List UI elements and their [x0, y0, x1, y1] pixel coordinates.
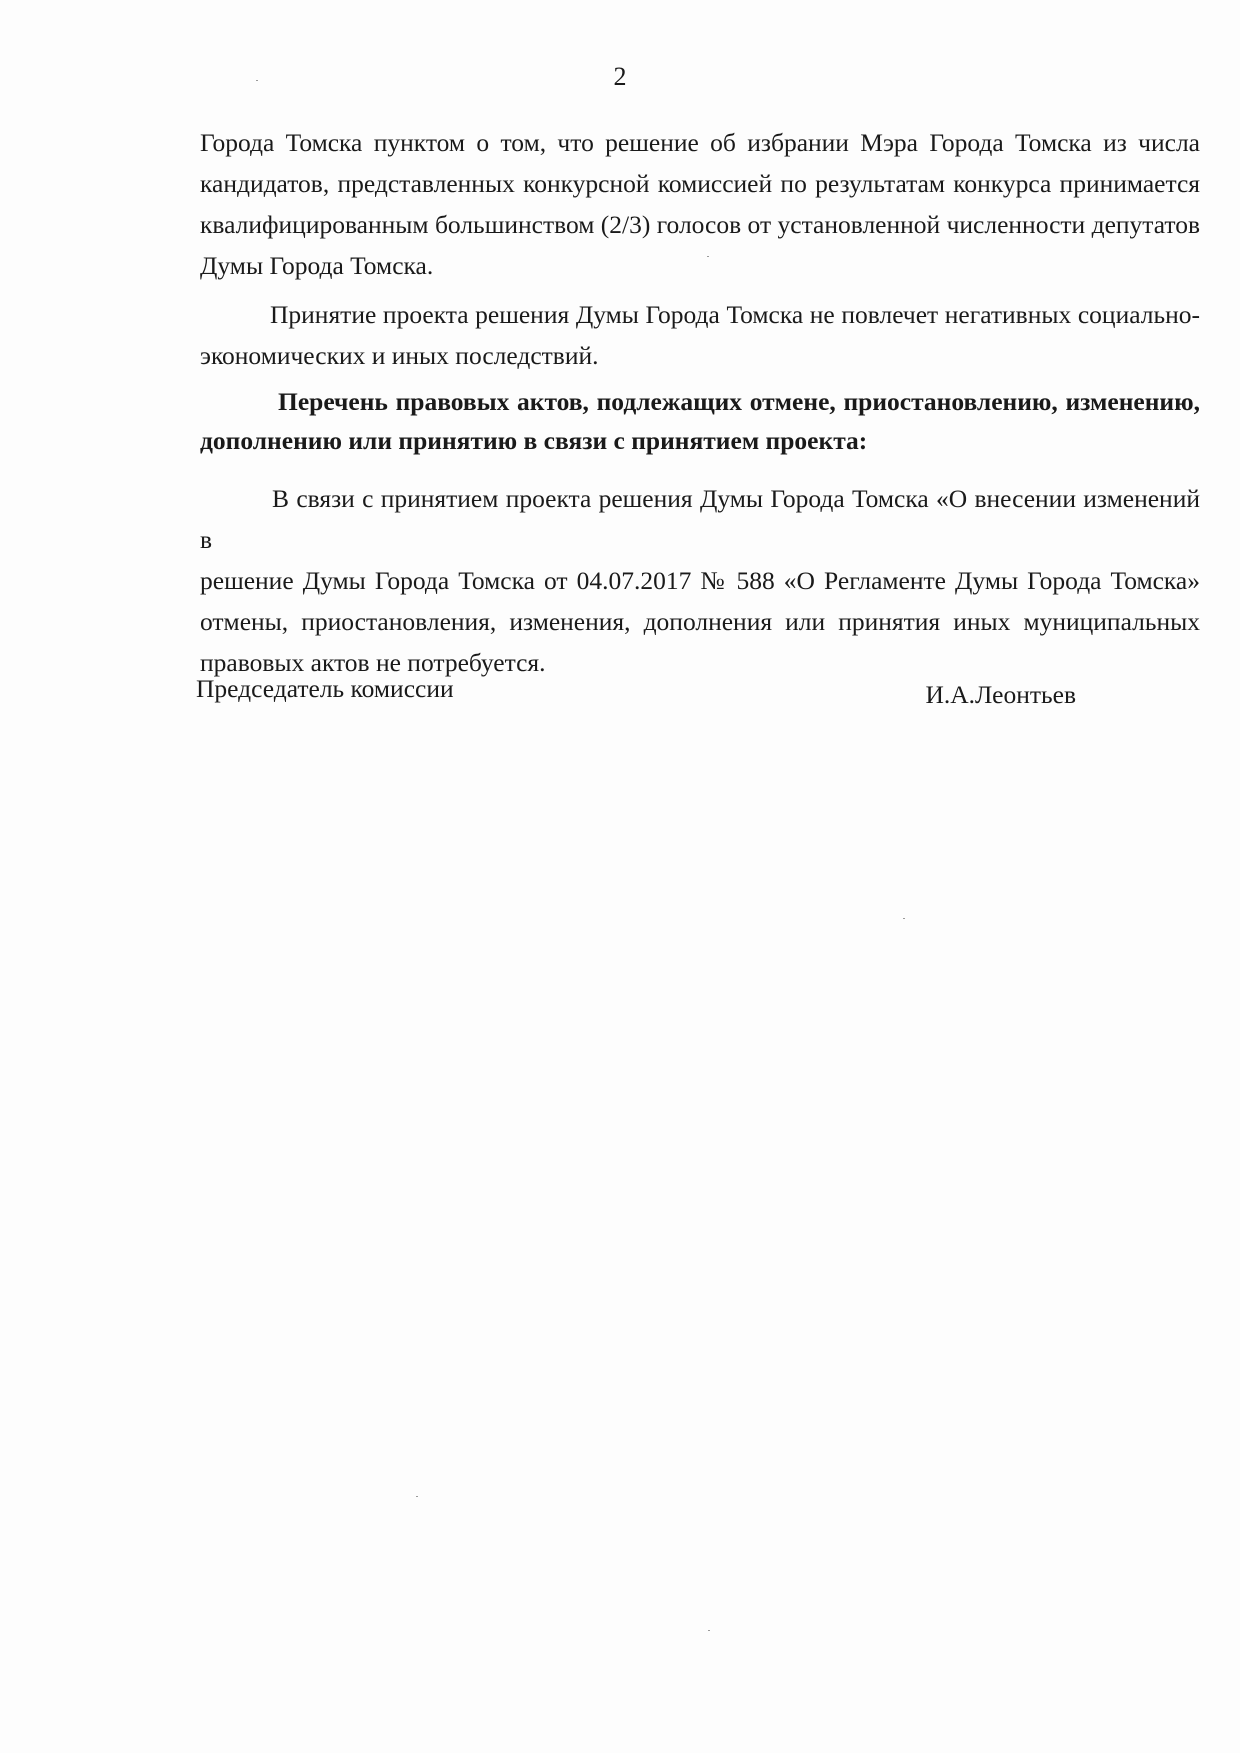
- text-line: кандидатов, представленных конкурсной комиссией по результатам конкурса принимается: [200, 169, 1200, 198]
- page-number: 2: [613, 62, 627, 91]
- text-line: В связи с принятием проекта решения Думы Города Томска «О внесении изменений в: [200, 484, 1200, 554]
- scan-speck: [707, 256, 709, 257]
- text-line: правовых актов не потребуется.: [200, 648, 546, 677]
- legal-acts-heading: [200, 382, 1200, 460]
- paragraph-mayor-election: [200, 122, 1200, 286]
- text-line: Думы Города Томска.: [200, 251, 434, 280]
- heading-line: дополнению или принятию в связи с принятием проекта:: [200, 426, 868, 455]
- paragraph-consequences: [200, 294, 1200, 376]
- text-line: Города Томска пунктом о том, что решение об избрании Мэра Города Томска из числа: [200, 128, 1200, 157]
- paragraph-legal-acts: [200, 478, 1200, 683]
- scan-speck: [256, 80, 258, 81]
- text-line: квалифицированным большинством (2/3) голосов от установленной численности депутатов: [200, 210, 1200, 239]
- scan-speck: [708, 1630, 710, 1631]
- heading-line: Перечень правовых актов, подлежащих отмене, приостановлению, изменению,: [278, 387, 1200, 416]
- scan-speck: [416, 1496, 418, 1497]
- text-line: отмены, приостановления, изменения, дополнения или принятия иных муниципальных: [200, 607, 1200, 636]
- text-line: решение Думы Города Томска от 04.07.2017 № 588 «О Регламенте Думы Города Томска»: [200, 566, 1200, 595]
- signer-title: Председатель комиссии: [196, 674, 454, 703]
- scan-speck: [903, 918, 905, 919]
- text-line: экономических и иных последствий.: [200, 341, 599, 370]
- text-line: Принятие проекта решения Думы Города Томска не повлечет негативных социально-: [270, 300, 1200, 329]
- signer-name: И.А.Леонтьев: [925, 680, 1076, 709]
